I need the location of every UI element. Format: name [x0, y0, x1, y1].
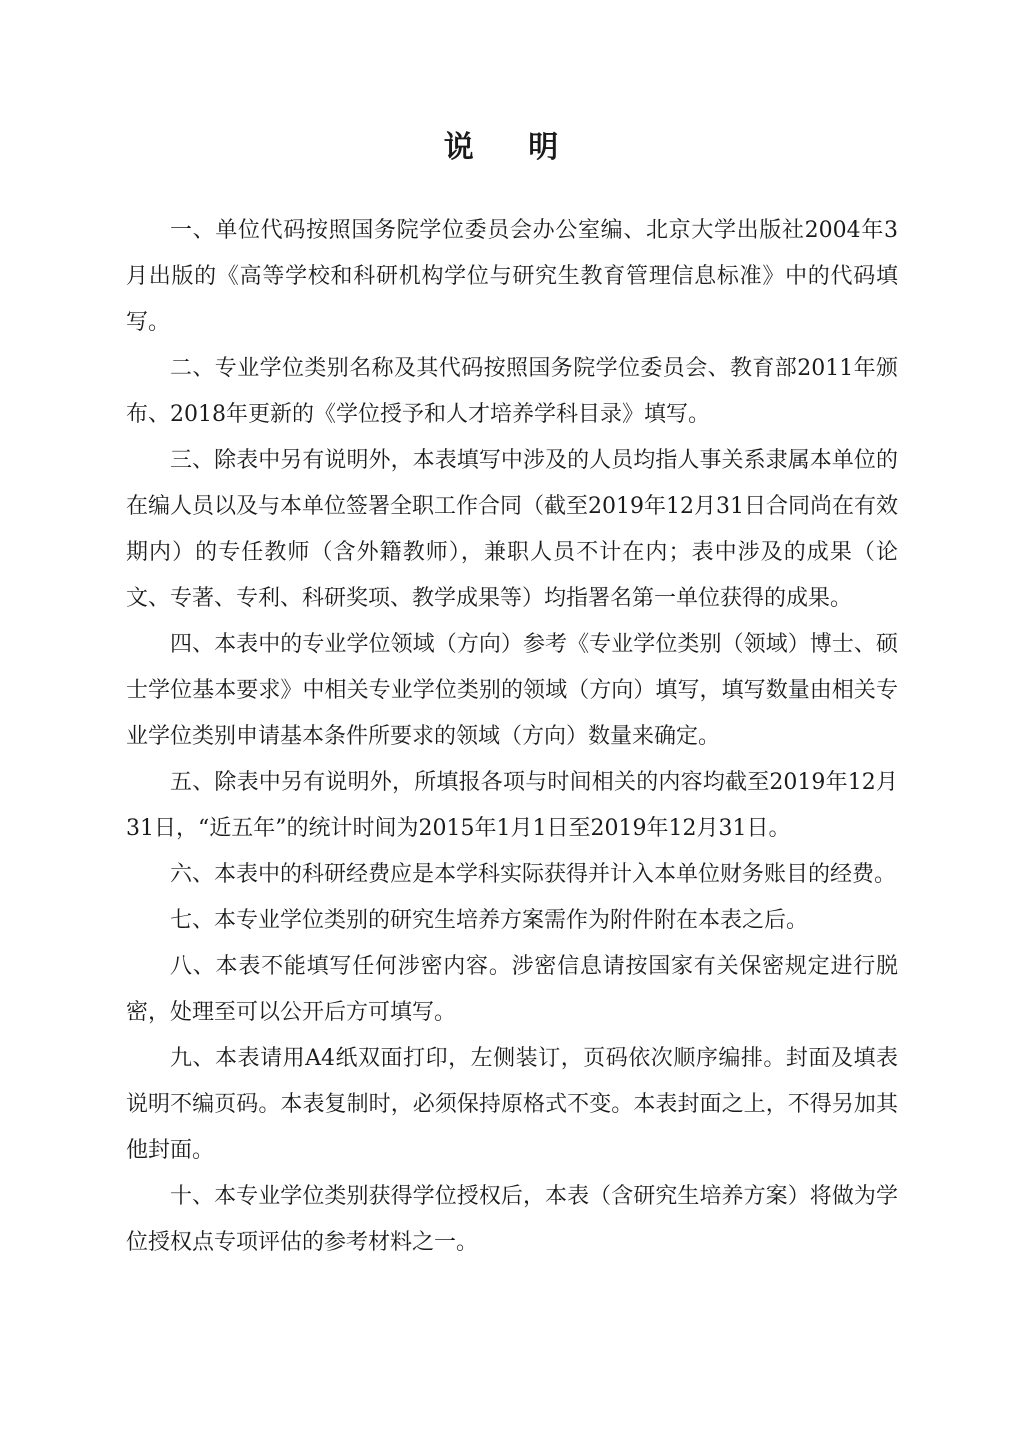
instruction-paragraph: 六、本表中的科研经费应是本学科实际获得并计入本单位财务账目的经费。: [170, 862, 897, 887]
instruction-paragraph: 四、本表中的专业学位领域（方向）参考《专业学位类别（领域）博士、硕士学位基本要求》中相关专业学位类别的领域（方向）填写，填写数量由相关专业学位类别申请基本条件所要求的领域（方向）数量来确定。: [126, 632, 898, 749]
instruction-paragraph: 九、本表请用A4纸双面打印，左侧装订，页码依次顺序编排。封面及填表说明不编页码。本表复制时，必须保持原格式不变。本表封面之上，不得另加其他封面。: [126, 1046, 898, 1163]
instruction-paragraph: 七、本专业学位类别的研究生培养方案需作为附件附在本表之后。: [170, 908, 809, 933]
instruction-paragraph: 三、除表中另有说明外，本表填写中涉及的人员均指人事关系隶属本单位的在编人员以及与本单位签署全职工作合同（截至2019年12月31日合同尚在有效期内）的专任教师（含外籍教师），兼职人员不计在内；表中涉及的成果（论文、专著、专利、科研奖项、教学成果等）均指署名第一单位获得的成果。: [126, 448, 898, 611]
instruction-paragraph: 二、专业学位类别名称及其代码按照国务院学位委员会、教育部2011年颁布、2018年更新的《学位授予和人才培养学科目录》填写。: [126, 356, 898, 427]
instruction-paragraph: 五、除表中另有说明外，所填报各项与时间相关的内容均截至2019年12月31日，“近五年”的统计时间为2015年1月1日至2019年12月31日。: [126, 770, 898, 841]
instruction-paragraph: 一、单位代码按照国务院学位委员会办公室编、北京大学出版社2004年3月出版的《高等学校和科研机构学位与研究生教育管理信息标准》中的代码填写。: [126, 218, 898, 335]
instruction-paragraph: 八、本表不能填写任何涉密内容。涉密信息请按国家有关保密规定进行脱密，处理至可以公开后方可填写。: [126, 954, 898, 1025]
page-title: 说 明: [443, 130, 581, 165]
instruction-paragraph: 十、本专业学位类别获得学位授权后，本表（含研究生培养方案）将做为学位授权点专项评估的参考材料之一。: [126, 1184, 898, 1255]
instructions-body: [126, 208, 898, 1266]
